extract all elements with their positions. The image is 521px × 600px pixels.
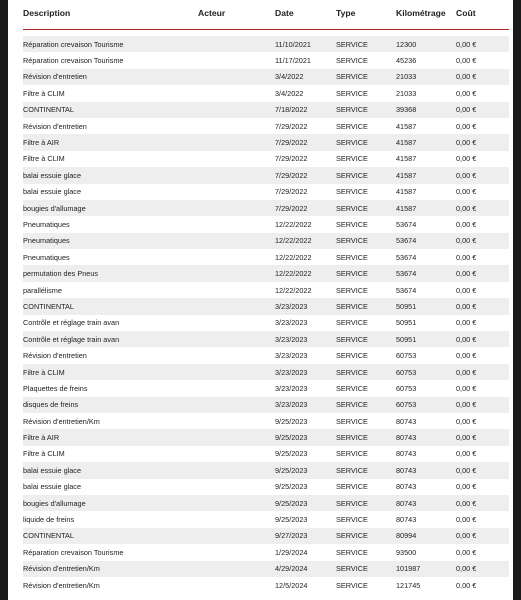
cell-date: 3/23/2023 xyxy=(275,318,308,328)
table-row xyxy=(23,331,509,347)
table-row xyxy=(23,462,509,478)
table-row xyxy=(23,413,509,429)
cell-actor xyxy=(198,577,275,593)
cell-type: SERVICE xyxy=(336,285,368,295)
cell-km: 50951 xyxy=(396,331,456,347)
cell-km: 60753 xyxy=(396,364,456,380)
cell-type: SERVICE xyxy=(336,397,396,413)
cell-cost: 0,00 € xyxy=(456,351,477,361)
header-actor: Acteur xyxy=(198,0,275,30)
cell-actor xyxy=(198,544,275,560)
header-description: Description xyxy=(23,0,198,30)
cell-type: SERVICE xyxy=(336,416,368,426)
cell-description: bougies d'allumage xyxy=(23,495,198,511)
cell-type: SERVICE xyxy=(336,495,396,511)
cell-cost: 0,00 € xyxy=(456,285,477,295)
cell-km: 80743 xyxy=(396,429,456,445)
cell-date: 12/22/2022 xyxy=(275,265,336,281)
cell-date: 12/5/2024 xyxy=(275,580,308,590)
cell-type: SERVICE xyxy=(336,121,368,131)
cell-cost: 0,00 € xyxy=(456,102,509,118)
cell-actor xyxy=(198,249,275,265)
cell-type: SERVICE xyxy=(336,331,396,347)
header-date: Date xyxy=(275,0,336,30)
cell-description: Révision d'entretien/Km xyxy=(23,561,198,577)
document-page xyxy=(8,0,513,600)
cell-type: SERVICE xyxy=(336,69,396,85)
table-row xyxy=(23,347,509,363)
cell-km: 60753 xyxy=(396,351,417,361)
table-row xyxy=(23,544,509,560)
cell-cost: 0,00 € xyxy=(456,495,509,511)
cell-actor xyxy=(198,364,275,380)
cell-km: 12300 xyxy=(396,36,456,52)
cell-actor xyxy=(198,167,275,183)
cell-description: Réparation crevaison Tourisme xyxy=(23,36,198,52)
cell-km: 80743 xyxy=(396,416,417,426)
cell-date: 7/29/2022 xyxy=(275,154,308,164)
cell-actor xyxy=(198,52,275,68)
cell-actor xyxy=(198,200,275,216)
cell-km: 41587 xyxy=(396,200,456,216)
cell-km: 101987 xyxy=(396,561,456,577)
cell-date: 11/17/2021 xyxy=(275,56,311,66)
cell-description: CONTINENTAL xyxy=(23,528,198,544)
cell-km: 21033 xyxy=(396,69,456,85)
table-row xyxy=(23,134,509,150)
cell-cost: 0,00 € xyxy=(456,515,477,525)
cell-actor xyxy=(198,102,275,118)
cell-date: 11/10/2021 xyxy=(275,36,336,52)
cell-date: 9/25/2023 xyxy=(275,515,308,525)
cell-description: Filtre à AIR xyxy=(23,429,198,445)
cell-type: SERVICE xyxy=(336,167,396,183)
cell-date: 3/23/2023 xyxy=(275,364,336,380)
cell-cost: 0,00 € xyxy=(456,383,477,393)
header-cost: Coût xyxy=(456,0,509,30)
cell-cost: 0,00 € xyxy=(456,462,509,478)
cell-cost: 0,00 € xyxy=(456,416,477,426)
cell-description: parallélisme xyxy=(23,285,62,295)
cell-actor xyxy=(198,413,275,429)
cell-description: balai essuie glace xyxy=(23,462,198,478)
cell-actor xyxy=(198,36,275,52)
cell-description: balai essuie glace xyxy=(23,187,82,197)
table-row xyxy=(23,577,509,593)
cell-actor xyxy=(198,282,275,298)
cell-actor xyxy=(198,331,275,347)
cell-cost: 0,00 € xyxy=(456,36,509,52)
table-row xyxy=(23,429,509,445)
cell-km: 50951 xyxy=(396,298,456,314)
cell-km: 53674 xyxy=(396,233,456,249)
cell-date: 3/23/2023 xyxy=(275,397,336,413)
cell-date: 3/4/2022 xyxy=(275,88,304,98)
cell-type: SERVICE xyxy=(336,364,396,380)
cell-description: balai essuie glace xyxy=(23,167,198,183)
cell-km: 41587 xyxy=(396,134,456,150)
cell-description: Pneumatiques xyxy=(23,252,70,262)
cell-date: 7/18/2022 xyxy=(275,102,336,118)
cell-description: Réparation crevaison Tourisme xyxy=(23,56,124,66)
cell-actor xyxy=(198,347,275,363)
cell-cost: 0,00 € xyxy=(456,154,477,164)
cell-description: Filtre à CLIM xyxy=(23,449,65,459)
cell-km: 53674 xyxy=(396,219,417,229)
table-row xyxy=(23,36,509,52)
cell-cost: 0,00 € xyxy=(456,134,509,150)
table-row xyxy=(23,233,509,249)
cell-km: 41587 xyxy=(396,187,417,197)
cell-description: CONTINENTAL xyxy=(23,298,198,314)
cell-km: 41587 xyxy=(396,167,456,183)
cell-description: Filtre à AIR xyxy=(23,134,198,150)
cell-date: 7/29/2022 xyxy=(275,200,336,216)
cell-cost: 0,00 € xyxy=(456,429,509,445)
cell-date: 9/25/2023 xyxy=(275,462,336,478)
cell-km: 121745 xyxy=(396,580,421,590)
header-km: Kilométrage xyxy=(396,0,456,30)
cell-date: 9/25/2023 xyxy=(275,429,336,445)
cell-type: SERVICE xyxy=(336,449,368,459)
cell-actor xyxy=(198,134,275,150)
cell-type: SERVICE xyxy=(336,233,396,249)
table-header xyxy=(23,0,509,30)
cell-date: 3/23/2023 xyxy=(275,383,308,393)
cell-km: 41587 xyxy=(396,121,417,131)
cell-actor xyxy=(198,85,275,101)
cell-cost: 0,00 € xyxy=(456,219,477,229)
table-row xyxy=(23,511,509,527)
cell-description: Contrôle et réglage train avan xyxy=(23,318,120,328)
cell-description: Filtre à CLIM xyxy=(23,154,65,164)
cell-date: 3/4/2022 xyxy=(275,69,336,85)
cell-actor xyxy=(198,184,275,200)
table-row xyxy=(23,397,509,413)
cell-description: permutation des Pneus xyxy=(23,265,198,281)
cell-actor xyxy=(198,397,275,413)
cell-type: SERVICE xyxy=(336,318,368,328)
table-row xyxy=(23,495,509,511)
cell-type: SERVICE xyxy=(336,36,396,52)
table-row xyxy=(23,479,509,495)
cell-type: SERVICE xyxy=(336,200,396,216)
cell-actor xyxy=(198,429,275,445)
cell-cost: 0,00 € xyxy=(456,561,509,577)
cell-actor xyxy=(198,511,275,527)
cell-cost: 0,00 € xyxy=(456,252,477,262)
cell-type: SERVICE xyxy=(336,482,368,492)
cell-type: SERVICE xyxy=(336,56,368,66)
cell-cost: 0,00 € xyxy=(456,331,509,347)
cell-cost: 0,00 € xyxy=(456,482,477,492)
cell-km: 53674 xyxy=(396,252,417,262)
cell-description: Filtre à CLIM xyxy=(23,88,65,98)
cell-km: 80743 xyxy=(396,449,417,459)
cell-description: Pneumatiques xyxy=(23,219,70,229)
cell-actor xyxy=(198,233,275,249)
cell-type: SERVICE xyxy=(336,383,368,393)
cell-km: 80743 xyxy=(396,482,417,492)
cell-description: Réparation crevaison Tourisme xyxy=(23,547,124,557)
cell-actor xyxy=(198,265,275,281)
cell-type: SERVICE xyxy=(336,219,368,229)
table-row xyxy=(23,118,509,134)
table-row xyxy=(23,446,509,462)
table-row xyxy=(23,265,509,281)
table-row xyxy=(23,561,509,577)
table-row xyxy=(23,380,509,396)
cell-km: 80743 xyxy=(396,515,417,525)
cell-cost: 0,00 € xyxy=(456,187,477,197)
cell-date: 12/22/2022 xyxy=(275,219,312,229)
cell-date: 9/25/2023 xyxy=(275,482,308,492)
cell-km: 80994 xyxy=(396,528,456,544)
cell-date: 12/22/2022 xyxy=(275,233,336,249)
cell-km: 45236 xyxy=(396,56,417,66)
cell-actor xyxy=(198,561,275,577)
cell-date: 12/22/2022 xyxy=(275,252,312,262)
cell-type: SERVICE xyxy=(336,528,396,544)
table-row xyxy=(23,315,509,331)
table-row xyxy=(23,249,509,265)
cell-actor xyxy=(198,298,275,314)
cell-actor xyxy=(198,380,275,396)
table-body xyxy=(23,30,509,594)
cell-type: SERVICE xyxy=(336,547,368,557)
table-row xyxy=(23,216,509,232)
cell-actor xyxy=(198,528,275,544)
cell-type: SERVICE xyxy=(336,515,368,525)
cell-actor xyxy=(198,315,275,331)
cell-description: disques de freins xyxy=(23,397,198,413)
cell-description: Filtre à CLIM xyxy=(23,364,198,380)
cell-description: Révision d'entretien/Km xyxy=(23,416,100,426)
cell-actor xyxy=(198,216,275,232)
cell-date: 7/29/2022 xyxy=(275,121,308,131)
table-row xyxy=(23,151,509,167)
cell-type: SERVICE xyxy=(336,187,368,197)
cell-date: 7/29/2022 xyxy=(275,187,308,197)
table-row xyxy=(23,200,509,216)
cell-km: 80743 xyxy=(396,462,456,478)
cell-actor xyxy=(198,462,275,478)
cell-cost: 0,00 € xyxy=(456,397,509,413)
cell-description: Pneumatiques xyxy=(23,233,198,249)
cell-description: Révision d'entretien/Km xyxy=(23,580,100,590)
table-row xyxy=(23,167,509,183)
cell-date: 1/29/2024 xyxy=(275,547,308,557)
cell-description: Contrôle et réglage train avan xyxy=(23,331,198,347)
cell-cost: 0,00 € xyxy=(456,449,477,459)
cell-km: 93500 xyxy=(396,547,417,557)
cell-date: 9/25/2023 xyxy=(275,495,336,511)
cell-date: 7/29/2022 xyxy=(275,167,336,183)
cell-description: bougies d'allumage xyxy=(23,200,198,216)
cell-km: 53674 xyxy=(396,265,456,281)
cell-type: SERVICE xyxy=(336,462,396,478)
cell-date: 3/23/2023 xyxy=(275,298,336,314)
cell-type: SERVICE xyxy=(336,580,368,590)
cell-cost: 0,00 € xyxy=(456,547,477,557)
table-row xyxy=(23,102,509,118)
cell-description: balai essuie glace xyxy=(23,482,82,492)
cell-km: 39368 xyxy=(396,102,456,118)
cell-description: Révision d'entretien xyxy=(23,351,87,361)
cell-cost: 0,00 € xyxy=(456,265,509,281)
cell-actor xyxy=(198,495,275,511)
table-row xyxy=(23,298,509,314)
cell-cost: 0,00 € xyxy=(456,580,477,590)
cell-description: liquide de freins xyxy=(23,515,75,525)
cell-cost: 0,00 € xyxy=(456,528,509,544)
cell-km: 53674 xyxy=(396,285,417,295)
header-type: Type xyxy=(336,0,396,30)
table-row xyxy=(23,364,509,380)
cell-date: 9/25/2023 xyxy=(275,449,308,459)
cell-description: Révision d'entretien xyxy=(23,69,198,85)
table-row xyxy=(23,528,509,544)
cell-km: 60753 xyxy=(396,397,456,413)
cell-type: SERVICE xyxy=(336,154,368,164)
table-row xyxy=(23,85,509,101)
cell-cost: 0,00 € xyxy=(456,167,509,183)
cell-actor xyxy=(198,151,275,167)
cell-date: 3/23/2023 xyxy=(275,331,336,347)
cell-cost: 0,00 € xyxy=(456,121,477,131)
cell-cost: 0,00 € xyxy=(456,56,477,66)
cell-cost: 0,00 € xyxy=(456,318,477,328)
service-history-table xyxy=(23,0,509,593)
cell-type: SERVICE xyxy=(336,298,396,314)
cell-km: 41587 xyxy=(396,154,417,164)
table-row xyxy=(23,52,509,68)
table-row xyxy=(23,184,509,200)
cell-actor xyxy=(198,118,275,134)
cell-type: SERVICE xyxy=(336,561,396,577)
cell-date: 9/27/2023 xyxy=(275,528,336,544)
cell-type: SERVICE xyxy=(336,265,396,281)
cell-cost: 0,00 € xyxy=(456,69,509,85)
cell-actor xyxy=(198,69,275,85)
cell-type: SERVICE xyxy=(336,134,396,150)
cell-type: SERVICE xyxy=(336,351,368,361)
cell-actor xyxy=(198,446,275,462)
cell-description: Plaquettes de freins xyxy=(23,383,88,393)
cell-type: SERVICE xyxy=(336,88,368,98)
table-row xyxy=(23,69,509,85)
cell-actor xyxy=(198,479,275,495)
cell-km: 80743 xyxy=(396,495,456,511)
cell-description: Révision d'entretien xyxy=(23,121,87,131)
cell-type: SERVICE xyxy=(336,429,396,445)
cell-cost: 0,00 € xyxy=(456,200,509,216)
cell-description: CONTINENTAL xyxy=(23,102,198,118)
cell-date: 4/29/2024 xyxy=(275,561,336,577)
cell-km: 60753 xyxy=(396,383,417,393)
cell-cost: 0,00 € xyxy=(456,364,509,380)
cell-cost: 0,00 € xyxy=(456,233,509,249)
cell-km: 50951 xyxy=(396,318,417,328)
cell-km: 21033 xyxy=(396,88,417,98)
cell-date: 12/22/2022 xyxy=(275,285,312,295)
cell-type: SERVICE xyxy=(336,102,396,118)
cell-date: 7/29/2022 xyxy=(275,134,336,150)
cell-cost: 0,00 € xyxy=(456,298,509,314)
cell-date: 9/25/2023 xyxy=(275,416,308,426)
cell-type: SERVICE xyxy=(336,252,368,262)
cell-cost: 0,00 € xyxy=(456,88,477,98)
table-row xyxy=(23,282,509,298)
cell-date: 3/23/2023 xyxy=(275,351,308,361)
